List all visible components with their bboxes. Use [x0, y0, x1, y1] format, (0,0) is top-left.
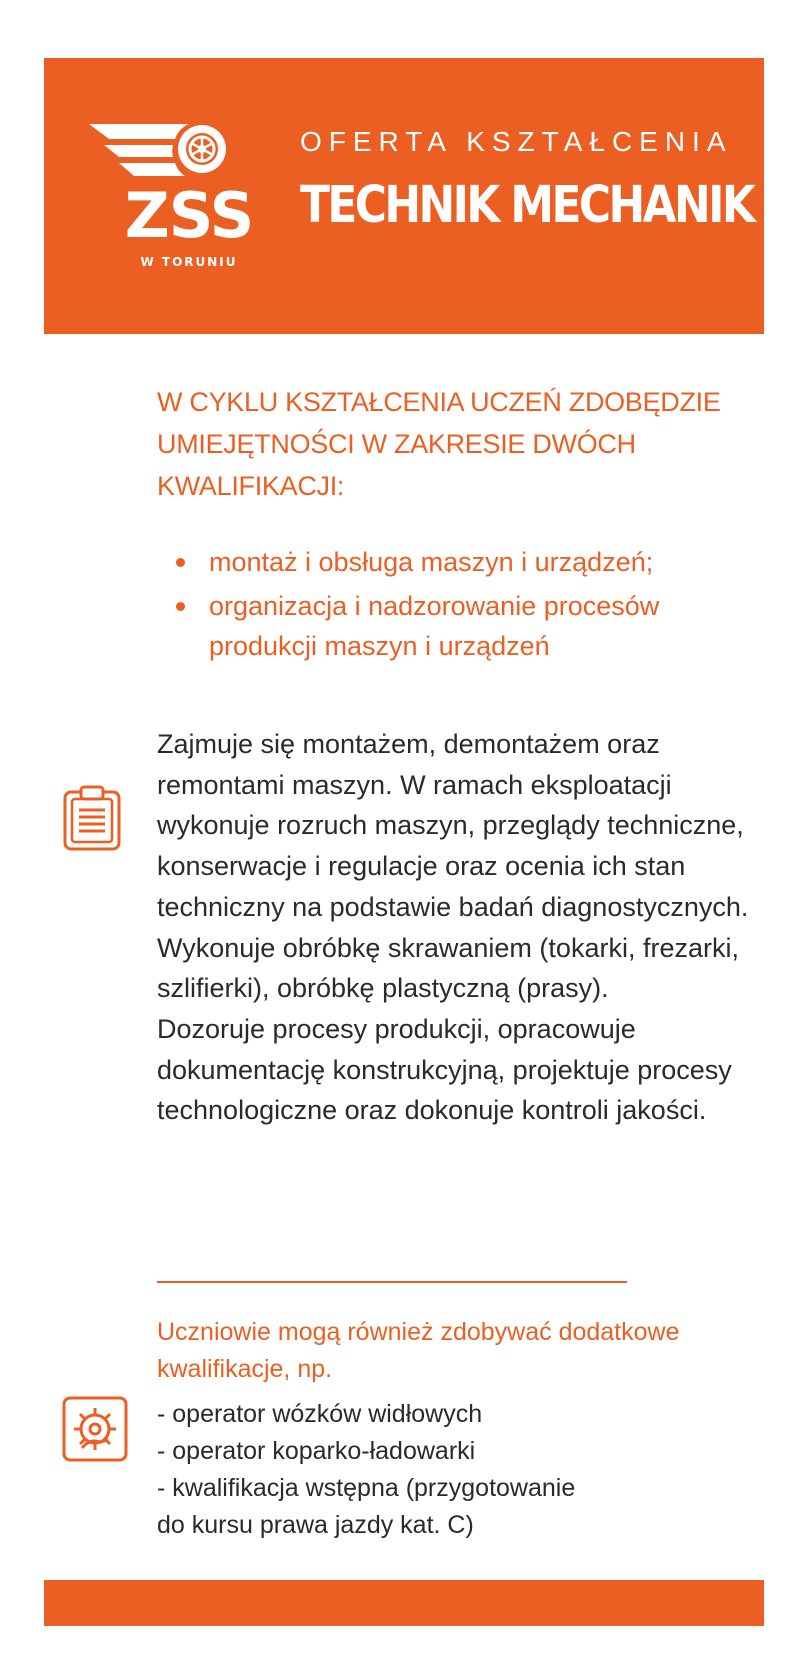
school-logo — [89, 121, 259, 271]
page-title: TECHNIK MECHANIK — [300, 176, 754, 235]
list-item: montaż i obsługa maszyn i urządzeń; — [170, 542, 760, 582]
list-item: - kwalifikacja wstępna (przygotowanie — [157, 1474, 576, 1502]
header-banner — [44, 58, 764, 334]
extra-qualifications-list — [157, 1396, 757, 1544]
clipboard-icon — [62, 784, 122, 852]
qualifications-list — [170, 542, 760, 670]
gear-hand-icon — [62, 1396, 128, 1462]
logo-subtext: W TORUNIU — [140, 255, 238, 269]
divider — [157, 1281, 627, 1283]
extra-qualifications-heading: Uczniowie mogą również zdobywać dodatkowe kwalifikacje, np. — [157, 1318, 680, 1383]
footer-bar — [44, 1580, 764, 1626]
intro-heading: W CYKLU KSZTAŁCENIA UCZEŃ ZDOBĘDZIE UMIEJĘTNOŚCI W ZAKRESIE DWÓCH KWALIFIKACJI: — [157, 387, 721, 501]
offer-label: OFERTA KSZTAŁCENIA — [300, 126, 733, 157]
list-item: - operator koparko-ładowarki — [157, 1437, 476, 1465]
description — [157, 724, 757, 1131]
list-item: - operator wózków widłowych — [157, 1400, 483, 1428]
logo-text: ZSS — [124, 179, 254, 252]
description-paragraph: Dozoruje procesy produkcji, opracowuje dokumentację konstrukcyjną, projektuje procesy technologiczne oraz dokonuje kontroli jakości. — [157, 1013, 732, 1126]
list-item: do kursu prawa jazdy kat. C) — [157, 1511, 474, 1539]
description-paragraph: Zajmuje się montażem, demontażem oraz remontami maszyn. W ramach eksploatacji wykonuje rozruch maszyn, przeglądy techniczne, konserwacje i regulacje oraz ocenia ich stan techniczny na podstawie badań diagnostycznych. Wykonuje obróbkę skrawaniem (tokarki, frezarki, szlifierki), obróbkę plastyczną (prasy). — [157, 729, 749, 1004]
list-item: organizacja i nadzorowanie procesów produkcji maszyn i urządzeń — [170, 586, 760, 666]
